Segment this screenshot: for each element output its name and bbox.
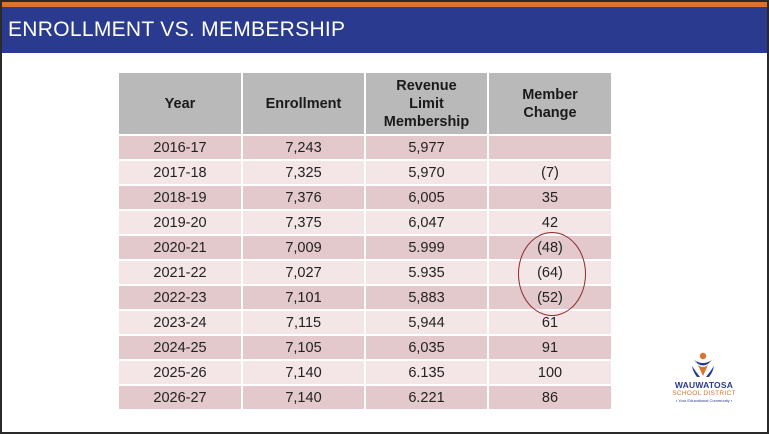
header-membership: Revenue Limit Membership xyxy=(365,73,488,135)
cell-enrollment: 7,140 xyxy=(242,385,365,409)
cell-membership: 5.935 xyxy=(365,260,488,285)
cell-year: 2017-18 xyxy=(119,160,242,185)
cell-enrollment: 7,325 xyxy=(242,160,365,185)
cell-change: 100 xyxy=(488,360,611,385)
logo-tagline: • Your Educational Community • xyxy=(675,398,733,403)
district-logo-icon xyxy=(688,350,718,380)
title-bar xyxy=(0,7,769,53)
cell-year: 2021-22 xyxy=(119,260,242,285)
cell-enrollment: 7,376 xyxy=(242,185,365,210)
cell-change xyxy=(488,135,611,160)
cell-membership: 5,944 xyxy=(365,310,488,335)
table-row xyxy=(119,385,611,409)
cell-year: 2022-23 xyxy=(119,285,242,310)
cell-change: 86 xyxy=(488,385,611,409)
cell-year: 2023-24 xyxy=(119,310,242,335)
cell-enrollment: 7,115 xyxy=(242,310,365,335)
cell-membership: 5.999 xyxy=(365,235,488,260)
cell-year: 2024-25 xyxy=(119,335,242,360)
cell-membership: 6,047 xyxy=(365,210,488,235)
cell-year: 2020-21 xyxy=(119,235,242,260)
cell-membership: 5,970 xyxy=(365,160,488,185)
table-row xyxy=(119,185,611,210)
cell-membership: 6.221 xyxy=(365,385,488,409)
cell-enrollment: 7,140 xyxy=(242,360,365,385)
cell-membership: 6,035 xyxy=(365,335,488,360)
cell-membership: 6,005 xyxy=(365,185,488,210)
table-row xyxy=(119,160,611,185)
district-logo xyxy=(666,350,742,404)
cell-change: 35 xyxy=(488,185,611,210)
header-change: Member Change xyxy=(488,73,611,135)
cell-enrollment: 7,375 xyxy=(242,210,365,235)
cell-membership: 5,977 xyxy=(365,135,488,160)
slide-title: ENROLLMENT VS. MEMBERSHIP xyxy=(8,18,346,41)
cell-change: (52) xyxy=(488,285,611,310)
cell-membership: 5,883 xyxy=(365,285,488,310)
cell-change: 42 xyxy=(488,210,611,235)
cell-change: (64) xyxy=(488,260,611,285)
table-row xyxy=(119,335,611,360)
header-enrollment: Enrollment xyxy=(242,73,365,135)
table-header-row xyxy=(119,73,611,135)
table-row xyxy=(119,310,611,335)
cell-year: 2018-19 xyxy=(119,185,242,210)
cell-enrollment: 7,101 xyxy=(242,285,365,310)
cell-change: 61 xyxy=(488,310,611,335)
cell-enrollment: 7,105 xyxy=(242,335,365,360)
cell-membership: 6.135 xyxy=(365,360,488,385)
header-year: Year xyxy=(119,73,242,135)
cell-change: (48) xyxy=(488,235,611,260)
cell-year: 2016-17 xyxy=(119,135,242,160)
cell-enrollment: 7,027 xyxy=(242,260,365,285)
cell-change: (7) xyxy=(488,160,611,185)
logo-name: WAUWATOSA xyxy=(674,380,734,390)
cell-enrollment: 7,009 xyxy=(242,235,365,260)
cell-change: 91 xyxy=(488,335,611,360)
cell-enrollment: 7,243 xyxy=(242,135,365,160)
highlight-circle xyxy=(518,232,586,316)
cell-year: 2019-20 xyxy=(119,210,242,235)
left-border xyxy=(0,0,2,434)
table-row xyxy=(119,135,611,160)
cell-year: 2025-26 xyxy=(119,360,242,385)
table-row xyxy=(119,210,611,235)
table-row xyxy=(119,360,611,385)
cell-year: 2026-27 xyxy=(119,385,242,409)
logo-district: SCHOOL DISTRICT xyxy=(672,390,736,397)
